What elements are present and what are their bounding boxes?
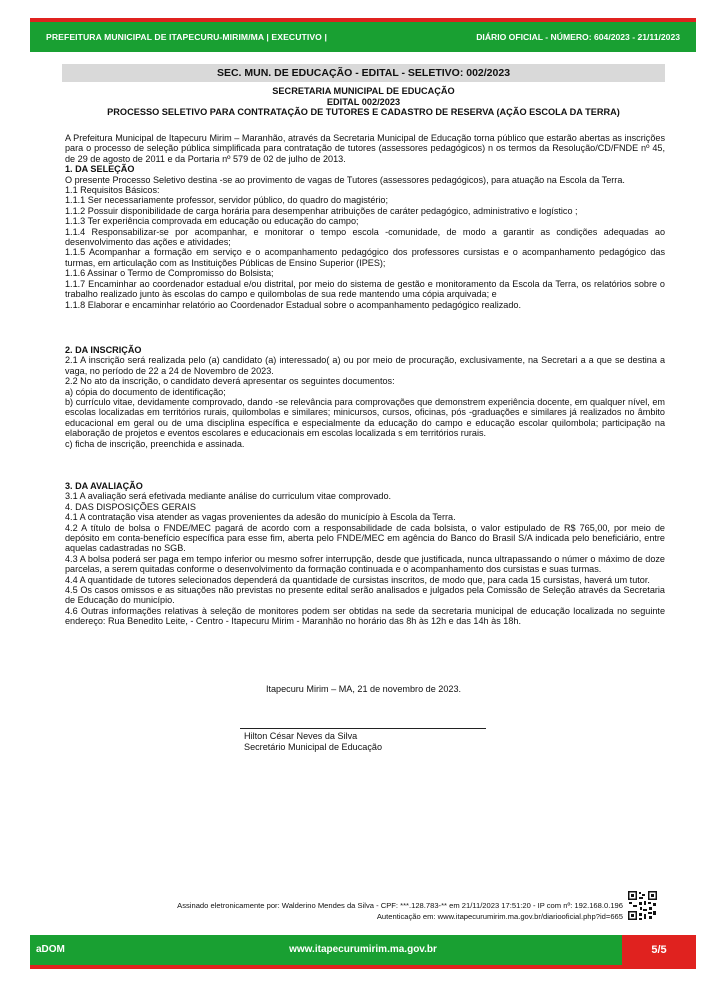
clause-2-a: a) cópia do documento de identificação; (65, 386, 226, 397)
heading-process: PROCESSO SELETIVO PARA CONTRATAÇÃO DE TUTORES E CADASTRO DE RESERVA (AÇÃO ESCOLA DA TERRA) (107, 107, 620, 117)
signatory-name: Hilton César Neves da Silva (244, 731, 358, 741)
page-number-badge: 5/5 (622, 935, 696, 965)
clause-1-1-1: 1.1.1 Ser necessariamente professor, servidor público, do quadro do magistério; (65, 195, 389, 206)
clause-1-1-8: 1.1.8 Elaborar e encaminhar relatório ao Coordenador Estadual sobre o acompanhamento pedagógico realizado. (65, 299, 521, 310)
signature-line (240, 728, 486, 729)
section-title-avaliacao: 3. DA AVALIAÇÃO (65, 481, 143, 491)
footer-red-stripe (30, 965, 696, 969)
clause-4-1: 4.1 A contratação visa atender as vagas provenientes da adesão do município à Escola da Terra. (65, 512, 456, 523)
clause-1-1: 1.1 Requisitos Básicos: (65, 185, 160, 196)
qr-code-icon[interactable] (627, 890, 658, 921)
header-issue-info: DIÁRIO OFICIAL - NÚMERO: 604/2023 - 21/11/2023 (476, 32, 680, 42)
clause-2-c: c) ficha de inscrição, preenchida e assinada. (65, 438, 245, 449)
section-title-selecao: 1. DA SELEÇÃO (65, 164, 135, 175)
document-body (65, 133, 665, 310)
signatory-role: Secretário Municipal de Educação (244, 742, 383, 752)
section-avaliacao (65, 481, 665, 627)
footer-website-link[interactable]: www.itapecurumirim.ma.gov.br (289, 944, 437, 955)
clause-1-1-5: 1.1.5 Acompanhar a formação em serviço e o acompanhamento pedagógico dos professores cursistas e o acompanhamento pedagógico das turmas, em articulação com as Instituições Públicas de Ensino Superior (IPES); (65, 247, 665, 268)
selecao-paragraph: O presente Processo Seletivo destina -se ao provimento de vagas de Tutores (assessores pedagógicos), para atuação na Escola da Terra. (65, 174, 625, 185)
clause-4-3: 4.3 A bolsa poderá ser paga em tempo inferior ou mesmo sofrer interrupção, desde que justificada, nunca ultrapassando o númer o máximo de doze parcelas, a serem quitadas conforme o desenvolvimento da formação continuada e o acompanhamento dos cursistas e suas turmas. (65, 553, 665, 575)
clause-1-1-2: 1.1.2 Possuir disponibilidade de carga horária para desempenhar atribuições de caráter pedagógico, administrativo e logístico ; (65, 205, 578, 216)
clause-1-1-3: 1.1.3 Ter experiência comprovada em educação ou educação do campo; (65, 216, 359, 227)
header-publisher: PREFEITURA MUNICIPAL DE ITAPECURU-MIRIM/MA | EXECUTIVO | (46, 32, 327, 42)
clause-3-1: 3.1 A avaliação será efetivada mediante análise do curriculum vitae comprovado. (65, 491, 392, 502)
place-date: Itapecuru Mirim – MA, 21 de novembro de 2023. (265, 684, 462, 694)
footer-brand: aDOM (36, 944, 65, 955)
document-title-bar: SEC. MUN. DE EDUCAÇÃO - EDITAL - SELETIVO: 002/2023 (62, 64, 665, 82)
section-title-disposicoes: 4. DAS DISPOSIÇÕES GERAIS (65, 501, 196, 512)
authentication-note: Autenticação em: www.itapecurumirim.ma.gov.br/diariooficial.php?id=665 (376, 912, 623, 921)
footer-bar (30, 935, 696, 965)
clause-1-1-4: 1.1.4 Responsabilizar-se por acompanhar, e monitorar o tempo escola -comunidade, de modo a garantir as condições adequadas ao desenvolvimento das ações e atividades; (65, 226, 665, 248)
clause-2-b: b) currículo vitae, devidamente comprovado, dando -se relevância para comprovações que demonstrem experiência docente, em qualquer nível, em escolas localizadas em territórios rurais, quilombolas e similares; minicursos, cursos, oficinas, pós -graduações e similares já realizados no âmbito educacional em geral ou de uma disciplina específica e especialmente da educação do campo e educação escolar quilombola; participação na elaboração de projetos e eventos escolares e educacionais em escolas localizada s em territórios rurais. (65, 397, 665, 439)
section-inscricao (65, 345, 665, 449)
header-bar (30, 22, 696, 52)
section-title-inscricao: 2. DA INSCRIÇÃO (65, 345, 142, 355)
clause-4-5: 4.5 Os casos omissos e as situações não previstas no presente edital serão analisados e julgados pela Comissão de Seleção através da Secretaria de Educação do município. (65, 585, 665, 606)
heading-block (62, 86, 665, 118)
clause-2-1: 2.1 A inscrição será realizada pelo (a) candidato (a) interessado( a) ou por meio de procuração, exclusivamente, na Secretari a a que se destina a vaga, no período de 22 a 24 de Novembro de 2023. (65, 355, 665, 376)
clause-1-1-7: 1.1.7 Encaminhar ao coordenador estadual e/ou distrital, por meio do sistema de gestão e monitoramento da Escola da Terra, os relatórios sobre o trabalho realizado junto às escolas do campo e quilombolas de sua rede mantendo uma cópia arquivada; e (65, 278, 665, 300)
clause-1-1-6: 1.1.6 Assinar o Termo de Compromisso do Bolsista; (65, 268, 274, 279)
clause-4-4: 4.4 A quantidade de tutores selecionados dependerá da quantidade de cursistas inscritos, de modo que, para cada 15 cursistas, haverá um tutor. (65, 574, 650, 585)
heading-secretaria: SECRETARIA MUNICIPAL DE EDUCAÇÃO (272, 86, 455, 96)
clause-4-6: 4.6 Outras informações relativas à seleção de monitores podem ser obtidas na sede da secretaria municipal de educação localizada no seguinte endereço: Rua Benedito Leite, - Centro - Itapecuru Mirim - Maranhão no horário das 8h às 12h e das 14h às 18h. (65, 605, 665, 627)
clause-4-2: 4.2 A título de bolsa o FNDE/MEC pagará de acordo com a responsabilidade de cada bolsista, o valor estipulado de R$ 765,00, por meio de depósito em conta-benefício específica para esse fim, aberta pelo FNDE/MEC em agência do Banco do Brasil S/A indicada pelo beneficiário, entre aquelas cadastradas no SGB. (65, 522, 665, 554)
intro-paragraph: A Prefeitura Municipal de Itapecuru Mirim – Maranhão, através da Secretaria Municipal de Educação torna público que estarão abertas as inscrições para o processo de seleção pública simplificada para contratação de tutores (assessores pedagógicos) n os termos da Resolução/CD/FNDE nº 45, de 29 de agosto de 2011 e da Portaria nº 579 de 02 de julho de 2013. (65, 133, 665, 164)
heading-edital: EDITAL 002/2023 (326, 96, 401, 107)
clause-2-2: 2.2 No ato da inscrição, o candidato deverá apresentar os seguintes documentos: (65, 376, 395, 387)
signed-by-note: Assinado eletronicamente por: Walderino Mendes da Silva - CPF: ***.128.783-** em 21/11/2023 17:51:20 - IP com nº: 192.168.0.196 (177, 901, 623, 910)
